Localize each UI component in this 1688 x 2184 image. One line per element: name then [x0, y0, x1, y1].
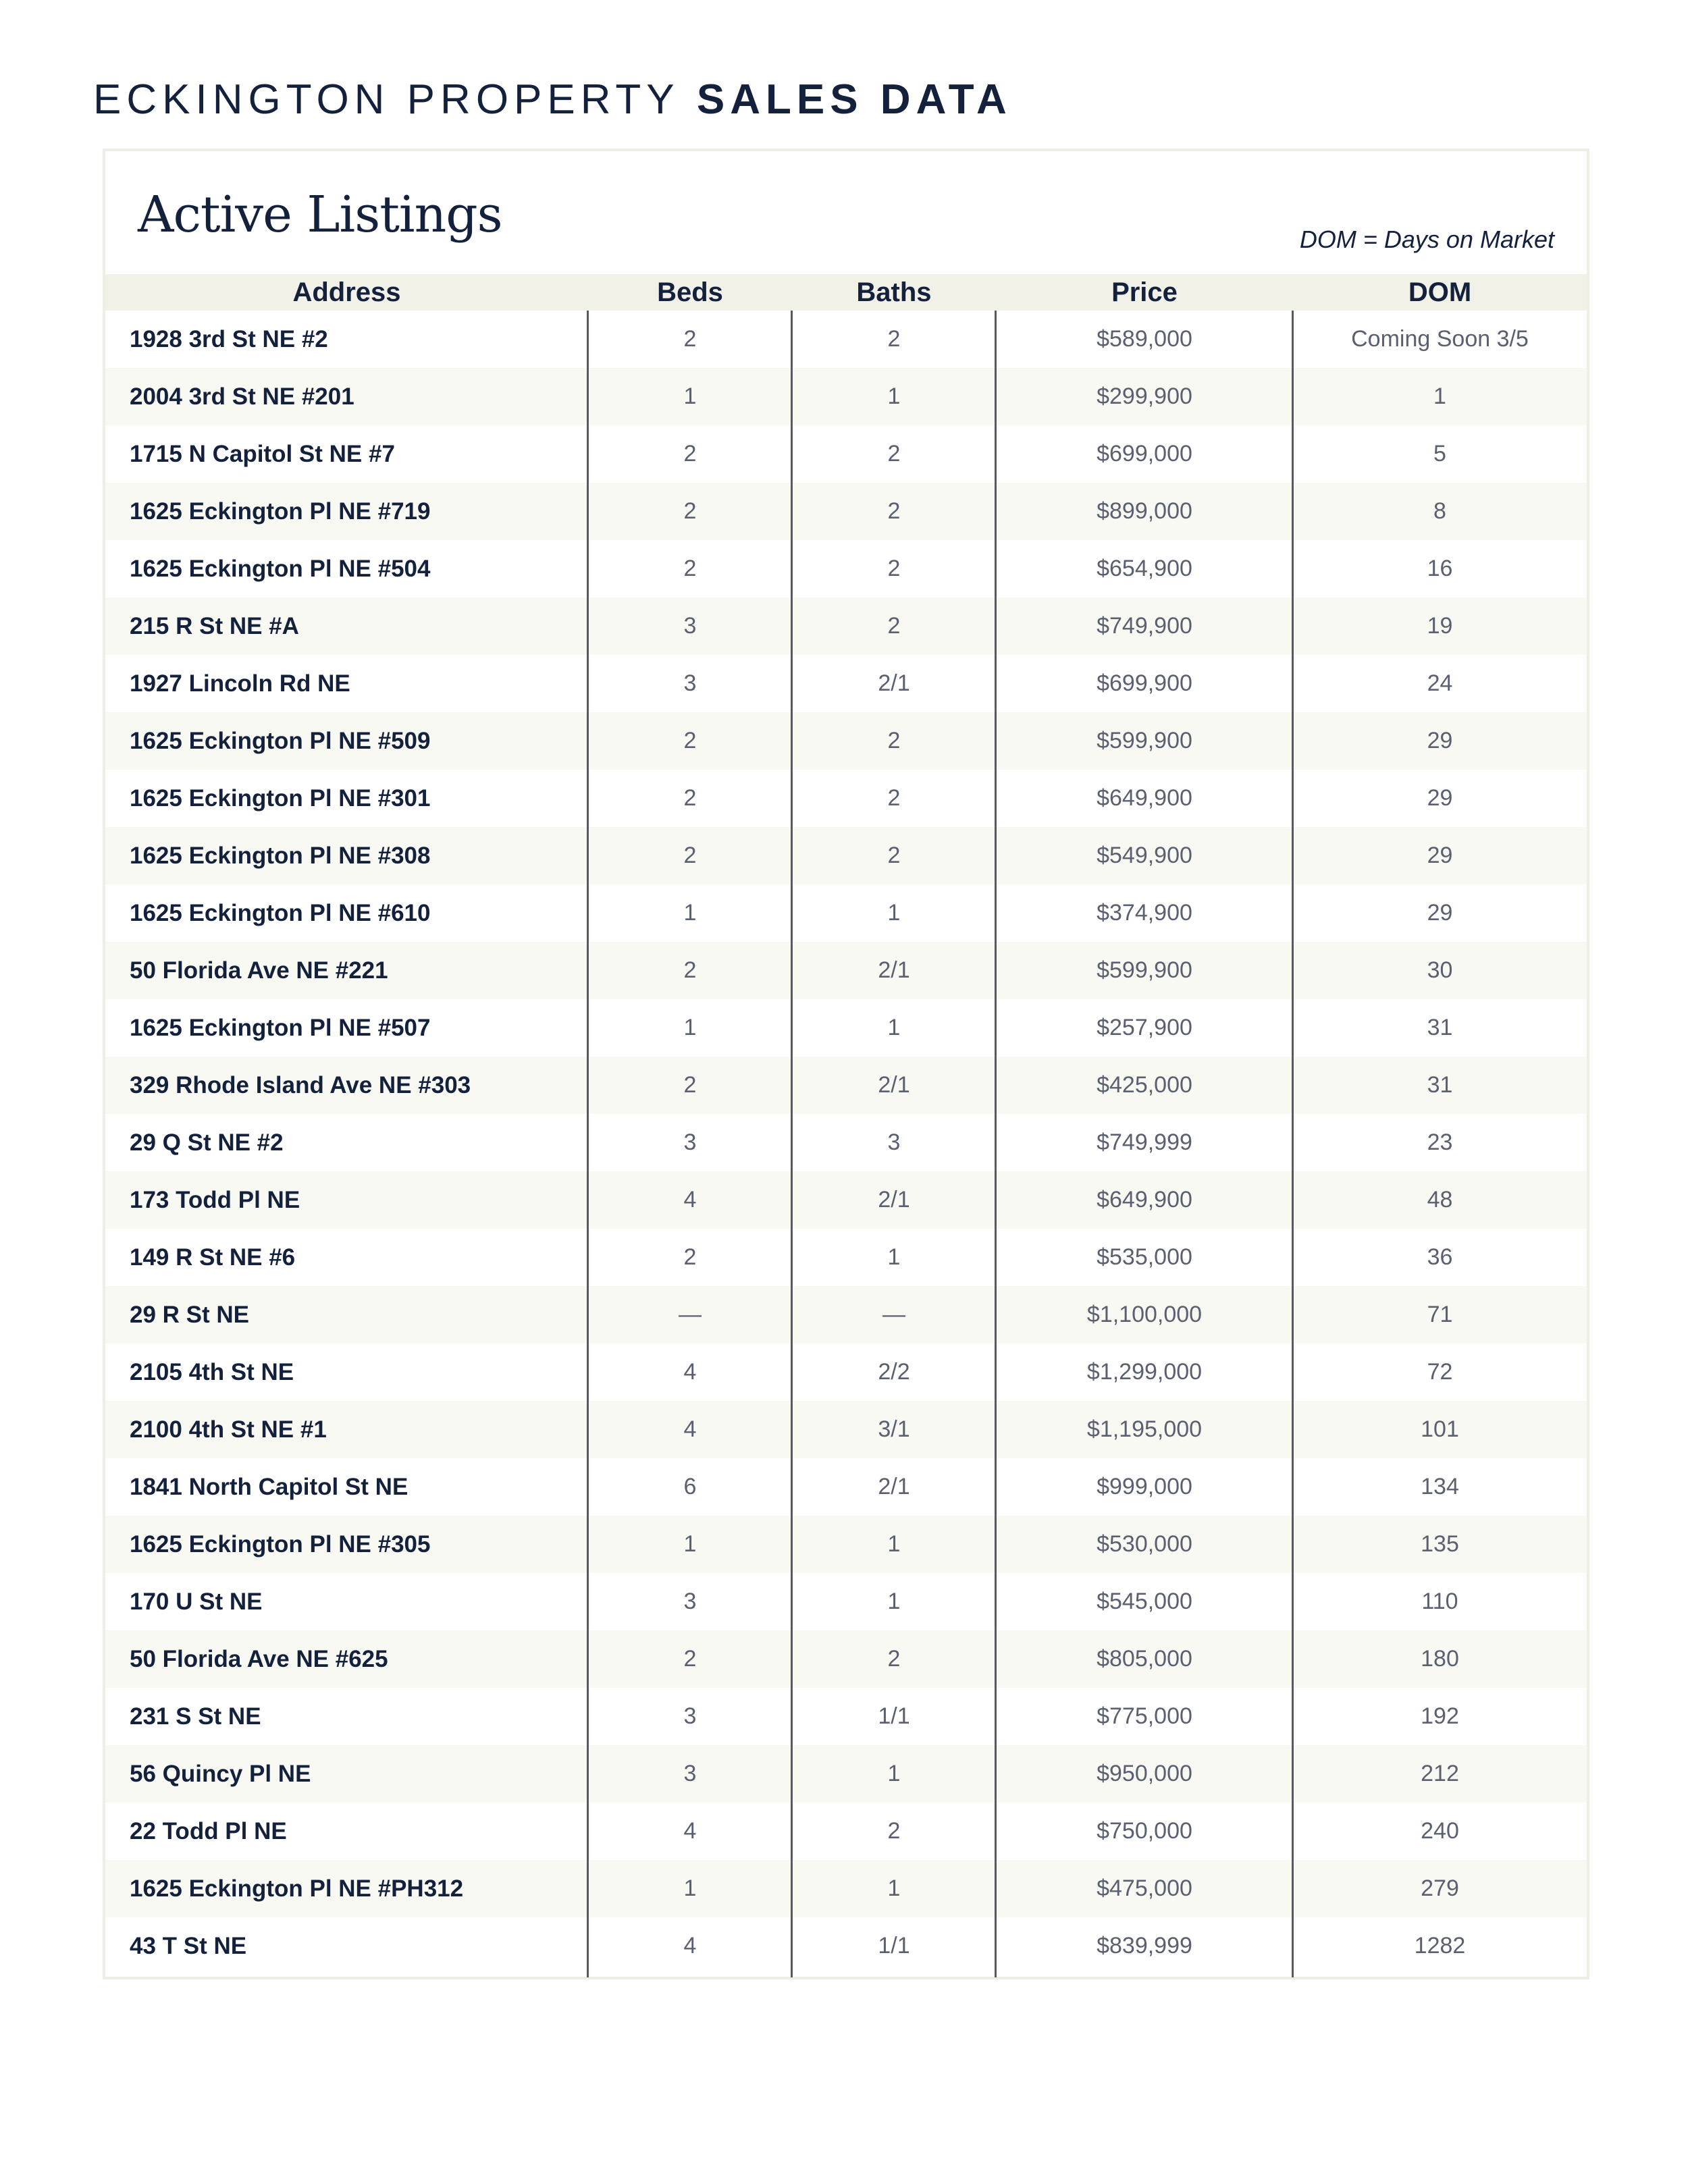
table-row: [105, 884, 1587, 942]
address-cell: 1625 Eckington Pl NE #301: [130, 784, 431, 811]
table-row: [105, 540, 1587, 597]
beds-cell: —: [679, 1302, 702, 1327]
price-cell: $654,900: [1097, 556, 1192, 581]
table-row: [105, 1860, 1587, 1917]
baths-cell: 1: [887, 1589, 901, 1614]
address-cell: 2004 3rd St NE #201: [130, 383, 354, 410]
price-cell: $475,000: [1097, 1875, 1192, 1901]
dom-cell: 48: [1427, 1187, 1453, 1213]
table-row: [105, 1057, 1587, 1114]
table-row: [105, 999, 1587, 1057]
beds-cell: 4: [683, 1416, 697, 1442]
dom-cell: Coming Soon 3/5: [1351, 326, 1529, 352]
address-cell: 2105 4th St NE: [130, 1358, 294, 1385]
baths-cell: 1: [887, 1761, 901, 1786]
table-row: [105, 1229, 1587, 1286]
table-row: [105, 368, 1587, 425]
baths-cell: 2: [887, 785, 901, 811]
table-row: [105, 1458, 1587, 1516]
price-cell: $530,000: [1097, 1531, 1192, 1557]
address-cell: 1928 3rd St NE #2: [130, 325, 328, 352]
dom-cell: 180: [1421, 1646, 1459, 1672]
baths-cell: 2: [887, 498, 901, 524]
price-cell: $257,900: [1097, 1015, 1192, 1040]
dom-cell: 1282: [1414, 1933, 1466, 1959]
price-cell: $749,999: [1097, 1129, 1192, 1155]
dom-cell: 31: [1427, 1015, 1453, 1040]
address-cell: 1625 Eckington Pl NE #504: [130, 555, 431, 582]
dom-cell: 192: [1421, 1703, 1459, 1729]
beds-cell: 1: [683, 1531, 697, 1557]
address-cell: 231 S St NE: [130, 1703, 261, 1730]
price-cell: $374,900: [1097, 900, 1192, 926]
baths-cell: 2: [887, 441, 901, 467]
baths-cell: 2/1: [878, 1474, 910, 1499]
dom-cell: 8: [1433, 498, 1446, 524]
baths-cell: 2: [887, 613, 901, 639]
address-cell: 1927 Lincoln Rd NE: [130, 670, 350, 697]
dom-cell: 72: [1427, 1359, 1453, 1385]
page-title-bold: SALES DATA: [696, 76, 1012, 123]
dom-cell: 240: [1421, 1818, 1459, 1844]
dom-cell: 212: [1421, 1761, 1459, 1786]
beds-cell: 3: [683, 1589, 697, 1614]
table-row: [105, 1171, 1587, 1229]
address-cell: 1625 Eckington Pl NE #PH312: [130, 1875, 464, 1902]
column-divider-beds: [791, 311, 793, 1977]
price-cell: $899,000: [1097, 498, 1192, 524]
table-row: [105, 1803, 1587, 1860]
baths-cell: 2: [887, 728, 901, 753]
page-title-light: ECKINGTON PROPERTY: [93, 76, 680, 123]
baths-cell: 1: [887, 383, 901, 409]
table-body: [105, 311, 1587, 1975]
table-row: [105, 425, 1587, 483]
beds-cell: 2: [683, 1244, 697, 1270]
column-header-dom: DOM: [1408, 277, 1472, 307]
address-cell: 1625 Eckington Pl NE #507: [130, 1014, 431, 1041]
price-cell: $999,000: [1097, 1474, 1192, 1499]
price-cell: $545,000: [1097, 1589, 1192, 1614]
table-row: [105, 1114, 1587, 1171]
price-cell: $699,000: [1097, 441, 1192, 467]
dom-legend: DOM = Days on Market: [1299, 225, 1554, 253]
address-cell: 1841 North Capitol St NE: [130, 1473, 408, 1500]
dom-cell: 134: [1421, 1474, 1459, 1499]
price-cell: $775,000: [1097, 1703, 1192, 1729]
page-title: [93, 73, 1012, 127]
price-cell: $950,000: [1097, 1761, 1192, 1786]
column-divider-price: [1292, 311, 1294, 1977]
price-cell: $425,000: [1097, 1072, 1192, 1098]
price-cell: $805,000: [1097, 1646, 1192, 1672]
column-header-address: Address: [292, 277, 401, 307]
baths-cell: 1: [887, 1244, 901, 1270]
baths-cell: 2/1: [878, 1187, 910, 1213]
dom-cell: 110: [1421, 1589, 1458, 1614]
price-cell: $1,299,000: [1086, 1359, 1203, 1385]
address-cell: 173 Todd Pl NE: [130, 1186, 300, 1213]
baths-cell: 2/2: [878, 1359, 910, 1385]
baths-cell: 2: [887, 843, 901, 868]
price-cell: $589,000: [1097, 326, 1192, 352]
column-header-baths: Baths: [856, 277, 932, 307]
beds-cell: 1: [683, 1875, 697, 1901]
address-cell: 1625 Eckington Pl NE #305: [130, 1530, 431, 1557]
baths-cell: 2/1: [878, 957, 910, 983]
dom-cell: 29: [1427, 785, 1453, 811]
beds-cell: 1: [683, 383, 697, 409]
beds-cell: 1: [683, 1015, 697, 1040]
beds-cell: 3: [683, 670, 697, 696]
dom-cell: 101: [1421, 1416, 1459, 1442]
baths-cell: 1/1: [878, 1933, 910, 1959]
listings-table: [105, 274, 1587, 1975]
beds-cell: 2: [683, 556, 697, 581]
beds-cell: 6: [683, 1474, 697, 1499]
table-row: [105, 1745, 1587, 1803]
dom-cell: 1: [1433, 383, 1446, 409]
address-cell: 43 T St NE: [130, 1932, 247, 1959]
baths-cell: —: [882, 1302, 905, 1327]
beds-cell: 4: [683, 1359, 697, 1385]
price-cell: $1,100,000: [1086, 1302, 1203, 1327]
dom-cell: 30: [1427, 957, 1453, 983]
address-cell: 1625 Eckington Pl NE #719: [130, 498, 431, 525]
address-cell: 56 Quincy Pl NE: [130, 1760, 311, 1787]
column-divider-baths: [995, 311, 997, 1977]
baths-cell: 2: [887, 326, 901, 352]
address-cell: 149 R St NE #6: [130, 1244, 296, 1271]
beds-cell: 3: [683, 613, 697, 639]
beds-cell: 3: [683, 1129, 697, 1155]
dom-cell: 279: [1421, 1875, 1459, 1901]
table-row: [105, 827, 1587, 884]
beds-cell: 1: [683, 900, 697, 926]
price-cell: $649,900: [1097, 785, 1192, 811]
address-cell: 1625 Eckington Pl NE #308: [130, 842, 431, 869]
table-header: [105, 274, 1587, 311]
baths-cell: 2: [887, 1818, 901, 1844]
table-row: [105, 1917, 1587, 1975]
price-cell: $649,900: [1097, 1187, 1192, 1213]
price-cell: $599,900: [1097, 728, 1192, 753]
beds-cell: 2: [683, 785, 697, 811]
baths-cell: 1: [887, 1015, 901, 1040]
beds-cell: 3: [683, 1703, 697, 1729]
dom-cell: 5: [1433, 441, 1446, 467]
dom-cell: 29: [1427, 728, 1453, 753]
table-row: [105, 712, 1587, 770]
table-row: [105, 311, 1587, 368]
address-cell: 29 R St NE: [130, 1301, 249, 1328]
address-cell: 2100 4th St NE #1: [130, 1416, 327, 1443]
dom-cell: 29: [1427, 900, 1453, 926]
baths-cell: 2: [887, 1646, 901, 1672]
table-row: [105, 1343, 1587, 1401]
dom-cell: 23: [1427, 1129, 1453, 1155]
address-cell: 329 Rhode Island Ave NE #303: [130, 1071, 471, 1098]
table-row: [105, 597, 1587, 655]
beds-cell: 4: [683, 1187, 697, 1213]
address-cell: 1625 Eckington Pl NE #509: [130, 727, 431, 754]
baths-cell: 1/1: [878, 1703, 910, 1729]
table-row: [105, 1401, 1587, 1458]
beds-cell: 4: [683, 1933, 697, 1959]
address-cell: 1625 Eckington Pl NE #610: [130, 899, 431, 926]
dom-cell: 16: [1427, 556, 1453, 581]
beds-cell: 3: [683, 1761, 697, 1786]
price-cell: $299,900: [1097, 383, 1192, 409]
price-cell: $749,900: [1097, 613, 1192, 639]
price-cell: $1,195,000: [1086, 1416, 1203, 1442]
address-cell: 22 Todd Pl NE: [130, 1817, 287, 1844]
baths-cell: 1: [887, 900, 901, 926]
price-cell: $599,900: [1097, 957, 1192, 983]
dom-cell: 29: [1427, 843, 1453, 868]
beds-cell: 2: [683, 1072, 697, 1098]
table-row: [105, 942, 1587, 999]
baths-cell: 1: [887, 1531, 901, 1557]
beds-cell: 2: [683, 843, 697, 868]
active-listings-card: [103, 149, 1589, 1979]
dom-cell: 71: [1427, 1302, 1453, 1327]
dom-cell: 31: [1427, 1072, 1453, 1098]
price-cell: $839,999: [1097, 1933, 1192, 1959]
price-cell: $535,000: [1097, 1244, 1192, 1270]
table-row: [105, 1516, 1587, 1573]
dom-cell: 24: [1427, 670, 1453, 696]
beds-cell: 2: [683, 441, 697, 467]
beds-cell: 2: [683, 957, 697, 983]
address-cell: 50 Florida Ave NE #625: [130, 1645, 388, 1672]
table-row: [105, 1573, 1587, 1630]
price-cell: $750,000: [1097, 1818, 1192, 1844]
address-cell: 1715 N Capitol St NE #7: [130, 440, 395, 467]
table-row: [105, 1286, 1587, 1343]
baths-cell: 2: [887, 556, 901, 581]
baths-cell: 2/1: [878, 1072, 910, 1098]
baths-cell: 2/1: [878, 670, 910, 696]
beds-cell: 2: [683, 326, 697, 352]
address-cell: 215 R St NE #A: [130, 612, 299, 639]
dom-cell: 135: [1421, 1531, 1459, 1557]
beds-cell: 2: [683, 498, 697, 524]
table-row: [105, 1630, 1587, 1688]
address-cell: 29 Q St NE #2: [130, 1129, 284, 1156]
section-heading: Active Listings: [138, 186, 502, 244]
price-cell: $549,900: [1097, 843, 1192, 868]
column-header-beds: Beds: [657, 277, 723, 307]
column-divider-address: [587, 311, 589, 1977]
table-row: [105, 770, 1587, 827]
address-cell: 50 Florida Ave NE #221: [130, 957, 388, 984]
baths-cell: 3: [887, 1129, 901, 1155]
baths-cell: 1: [887, 1875, 901, 1901]
dom-cell: 36: [1427, 1244, 1453, 1270]
table-row: [105, 655, 1587, 712]
price-cell: $699,900: [1097, 670, 1192, 696]
beds-cell: 2: [683, 728, 697, 753]
table-row: [105, 483, 1587, 540]
table-row: [105, 1688, 1587, 1745]
baths-cell: 3/1: [878, 1416, 910, 1442]
column-header-price: Price: [1111, 277, 1178, 307]
address-cell: 170 U St NE: [130, 1588, 263, 1615]
dom-cell: 19: [1427, 613, 1453, 639]
beds-cell: 2: [683, 1646, 697, 1672]
beds-cell: 4: [683, 1818, 697, 1844]
